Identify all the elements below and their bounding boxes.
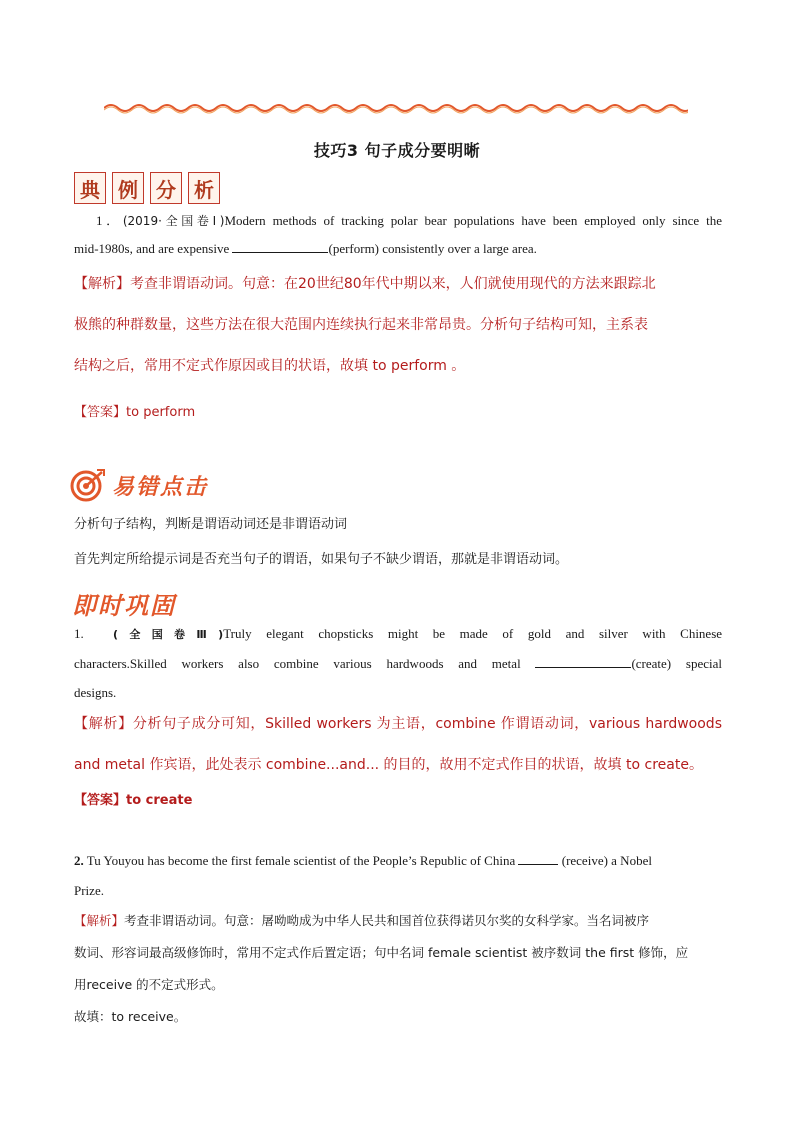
q1-line2: [74, 649, 722, 678]
fill-answer: 故填：to receive。: [74, 1009, 187, 1024]
q1-line1: [74, 619, 722, 649]
mistakes-line: 首先判定所给提示词是否充当句子的谓语，如果句子不缺少谓语，那就是非谓语动词。: [74, 552, 569, 567]
q1-analysis: [74, 704, 722, 786]
example-question-line1: [74, 207, 722, 235]
practice-question-2: [74, 846, 722, 906]
analysis-tag: 【解析】: [74, 716, 133, 732]
question-text: Tu Youyou has become the first female scientist of the People’s Republic of China: [83, 853, 519, 868]
analysis-text: 结构之后，常用不定式作原因或目的状语，故填 to perform 。: [74, 358, 466, 374]
question-number: 2.: [74, 853, 84, 868]
analysis-tag: 【解析】: [74, 276, 130, 292]
answer-blank: [232, 239, 328, 253]
q2-line1: [74, 846, 722, 876]
analysis-text: 用receive 的不定式形式。: [74, 977, 224, 992]
question-text: Truly elegant chopsticks might be made of gold and silver with Chinese: [223, 626, 723, 641]
example-answer: [74, 399, 722, 426]
answer-text: to create: [126, 793, 193, 808]
answer-text: to perform: [126, 405, 196, 420]
analysis-text: 数词、形容词最高级修饰时，常用不定式作后置定语；句中名词 female scientist 被序数词 the first 修饰，应: [74, 945, 689, 960]
banner-char: 例: [112, 172, 144, 204]
answer-blank: [535, 654, 631, 668]
question-number: 1．: [96, 213, 123, 228]
question-text: (create) special: [631, 656, 722, 671]
decorative-wave-divider: [104, 101, 688, 115]
mistakes-banner-title: 易错点击: [112, 474, 209, 500]
q2-analysis: [74, 905, 722, 1033]
answer-blank: [518, 851, 558, 865]
practice-question-1: [74, 619, 722, 707]
banner-char: 分: [150, 172, 182, 204]
practice-banner-title: 即时巩固: [72, 592, 176, 620]
question-source: (2019·全国卷Ⅰ): [122, 214, 225, 228]
banner-char: 析: [188, 172, 220, 204]
analysis-text: 考查非谓语动词。句意：屠呦呦成为中华人民共和国首位获得诺贝尔奖的女科学家。当名词被序: [124, 913, 650, 928]
question-text: Modern methods of tracking polar bear populations have been employed only since the: [224, 213, 722, 228]
analysis-text: 极熊的种群数量，这些方法在很大范围内连续执行起来非常昂贵。分析句子结构可知，主系表: [74, 317, 648, 333]
banner-char: 典: [74, 172, 106, 204]
example-question: [74, 207, 722, 262]
question-text: (perform) consistently over a large area.: [328, 241, 537, 256]
answer-tag: 【答案】: [74, 793, 127, 808]
example-analysis: [74, 264, 722, 387]
target-icon: [70, 468, 106, 502]
mistakes-line: 分析句子结构，判断是谓语动词还是非谓语动词: [74, 517, 348, 532]
analysis-text: 分析句子成分可知，Skilled workers 为主语，combine 作谓语动词，various hardwoods: [132, 716, 722, 732]
example-analysis-banner: [74, 172, 220, 204]
analysis-tag: 【解析】: [74, 913, 125, 928]
q2-line2: Prize.: [74, 883, 104, 898]
mistakes-content: [74, 507, 722, 577]
question-text: (receive) a Nobel: [558, 853, 652, 868]
q1-line3: designs.: [74, 685, 117, 700]
question-number: 1.: [74, 626, 84, 641]
example-question-line2: [74, 235, 722, 262]
practice-banner: [72, 586, 176, 621]
page-title: 技巧3 句子成分要明晰: [313, 141, 481, 160]
answer-tag: 【答案】: [74, 405, 127, 420]
question-text: mid-1980s, and are expensive: [74, 241, 233, 256]
q1-answer: [74, 787, 722, 814]
mistakes-banner: [70, 468, 208, 502]
analysis-text: and metal 作宾语，此处表示 combine...and... 的目的，故用不定式作目的状语，故填 to create。: [74, 757, 703, 773]
analysis-text: 考查非谓语动词。句意：在20世纪80年代中期以来，人们就使用现代的方法来跟踪北: [130, 276, 656, 292]
question-text: characters.Skilled workers also combine various hardwoods and metal: [74, 656, 536, 671]
question-source: (全国卷Ⅲ): [112, 628, 224, 641]
